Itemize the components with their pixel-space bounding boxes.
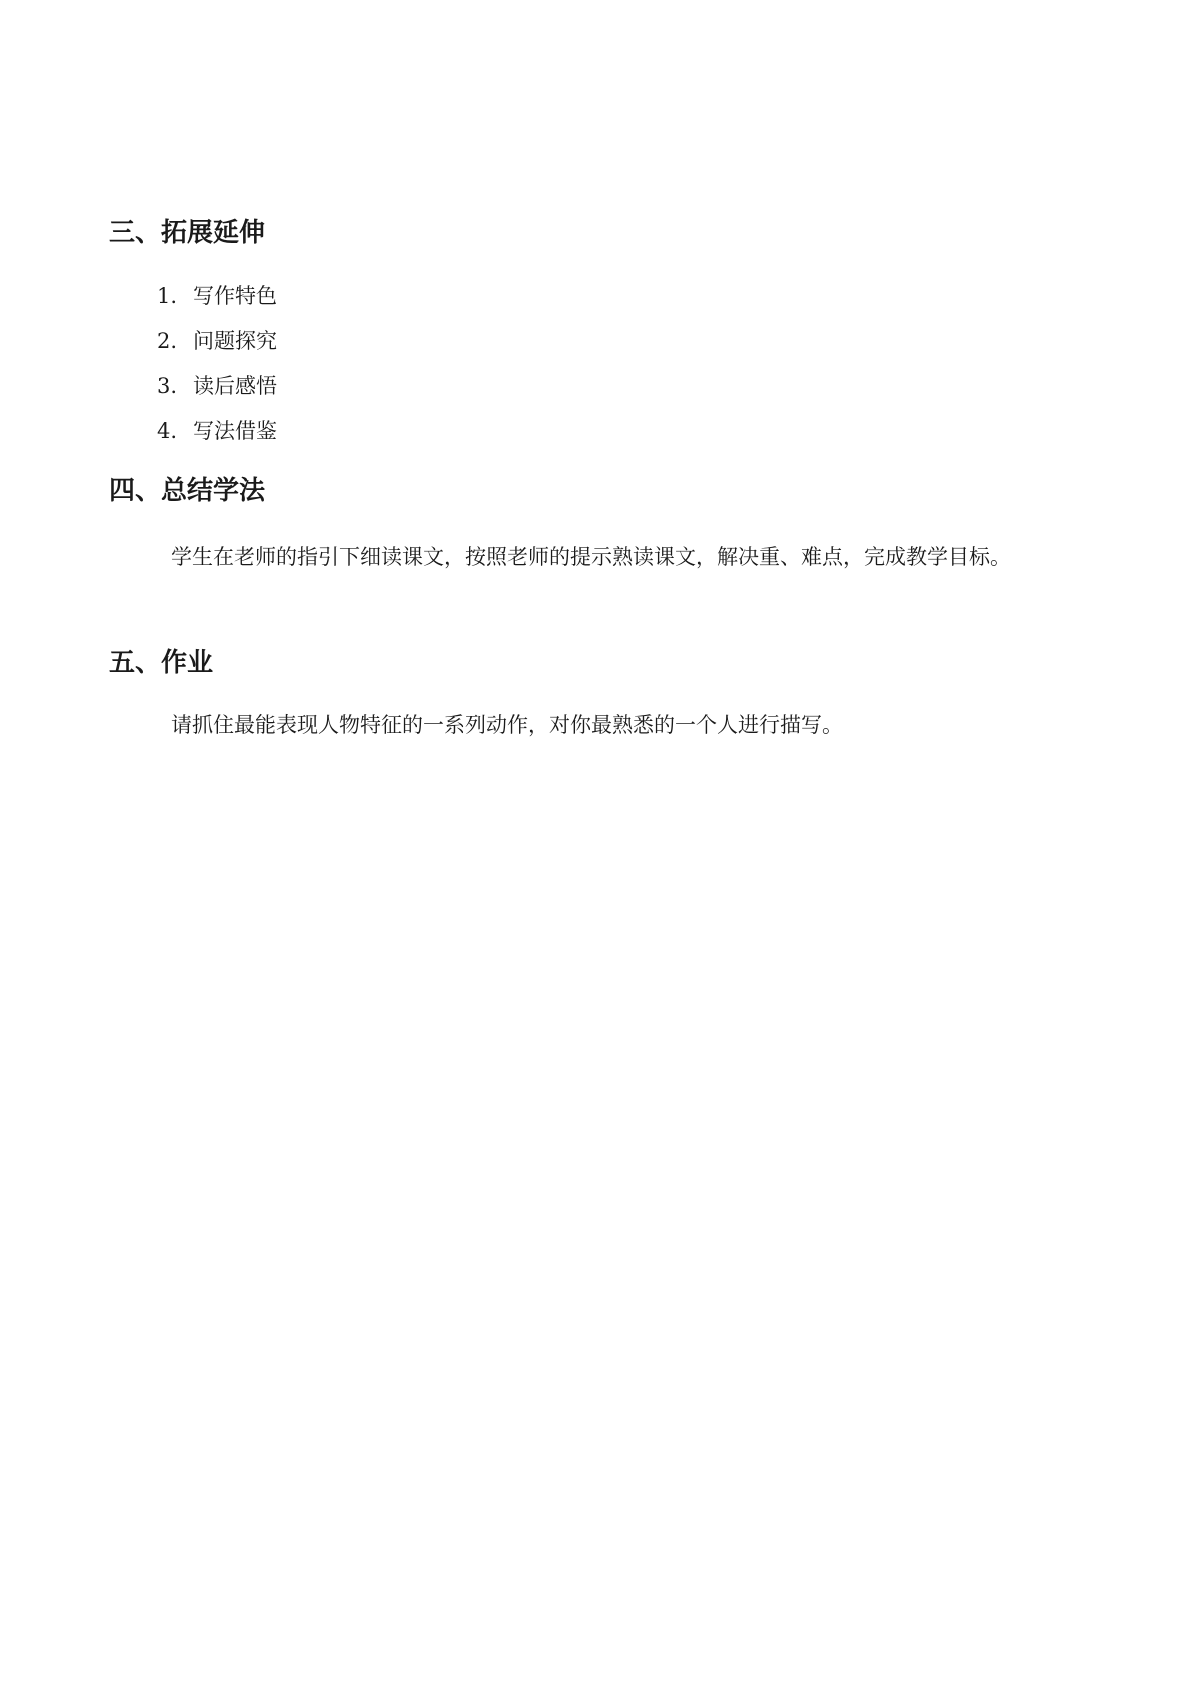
list-item-text: 写法借鉴 bbox=[193, 419, 277, 443]
list-item bbox=[157, 416, 277, 446]
list-item-text: 问题探究 bbox=[193, 329, 277, 353]
section-heading-homework: 五、作业 bbox=[109, 648, 214, 678]
list-item-number: 3. bbox=[157, 374, 178, 398]
list-item bbox=[157, 371, 277, 401]
section-heading-summary: 四、总结学法 bbox=[109, 476, 266, 506]
section-heading-extension: 三、拓展延伸 bbox=[109, 218, 266, 248]
homework-paragraph: 请抓住最能表现人物特征的一系列动作，对你最熟悉的一个人进行描写。 bbox=[171, 713, 843, 737]
list-item bbox=[157, 281, 277, 311]
list-item-number: 2. bbox=[157, 329, 178, 353]
list-item-number: 1. bbox=[157, 284, 178, 308]
list-item-text: 写作特色 bbox=[193, 284, 277, 308]
list-item bbox=[157, 326, 277, 356]
list-item-text: 读后感悟 bbox=[193, 374, 277, 398]
summary-paragraph: 学生在老师的指引下细读课文，按照老师的提示熟读课文，解决重、难点，完成教学目标。 bbox=[171, 545, 1011, 569]
list-item-number: 4. bbox=[157, 419, 178, 443]
